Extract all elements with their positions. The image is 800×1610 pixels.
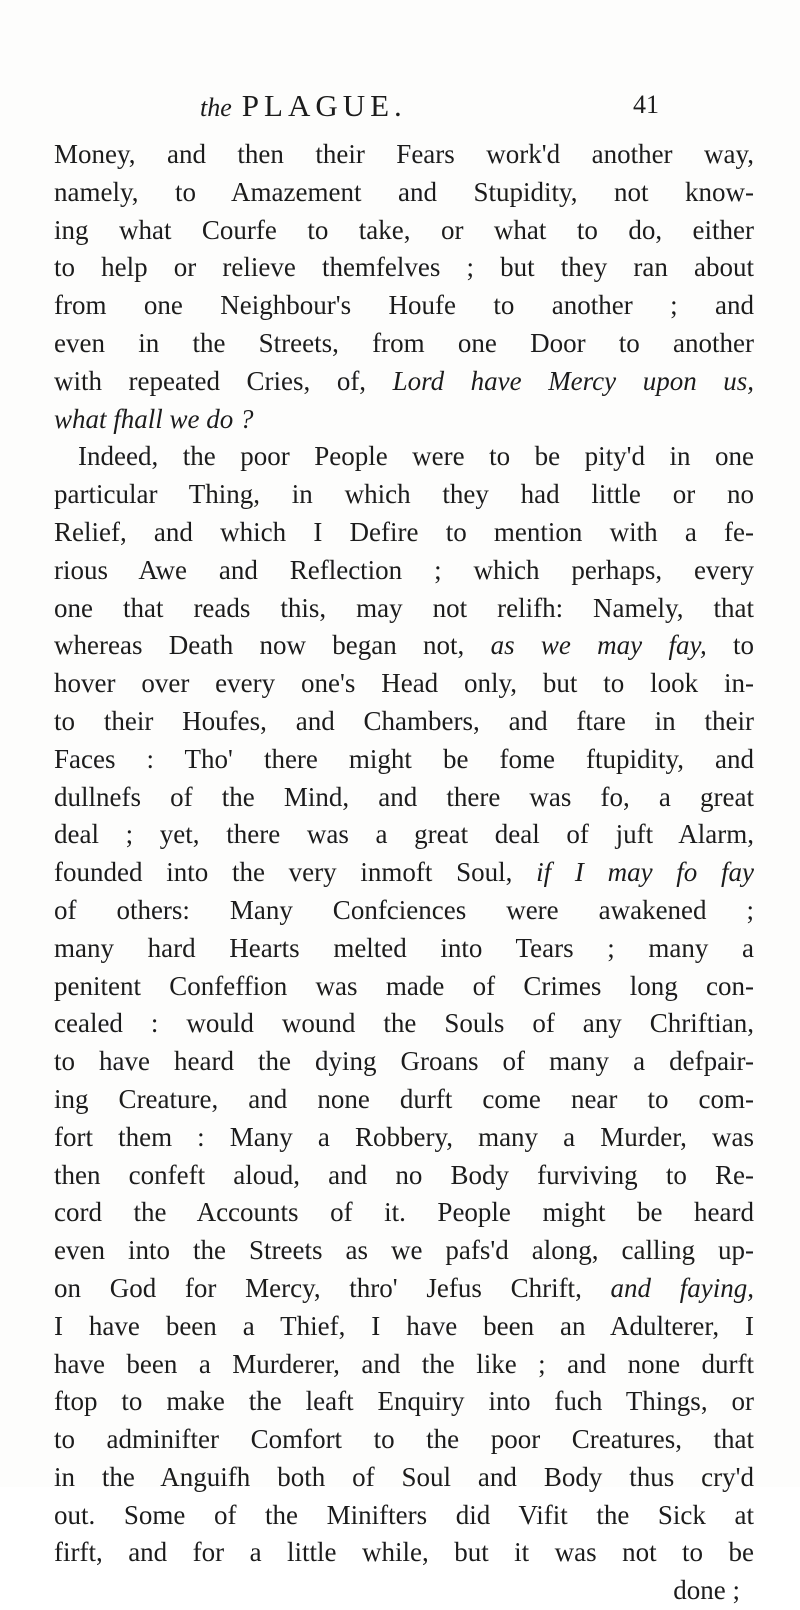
text-line: founded into the very inmoft Soul, if I may fo fay <box>54 857 755 888</box>
text-line: rious Awe and Reflection ; which perhaps, every <box>54 554 754 585</box>
text-line: many hard Hearts melted into Tears ; many a <box>54 932 754 963</box>
text-line: ing Creature, and none durft come near to com- <box>54 1083 754 1114</box>
text-line <box>54 401 754 439</box>
text-line: fort them : Many a Robbery, many a Murder, was <box>54 1121 754 1152</box>
text-line: firft, and for a little while, but it was not to be <box>54 1537 754 1568</box>
text-line: hover over every one's Head only, but to look in- <box>54 668 754 699</box>
text-line: ftop to make the leaft Enquiry into fuch Things, or <box>54 1386 754 1417</box>
running-title-prefix: the <box>200 93 232 122</box>
text-line: then confeft aloud, and no Body furviving to Re- <box>54 1159 754 1190</box>
paragraph-start-line: Indeed, the poor People were to be pity'd in one <box>78 441 754 472</box>
text-line: out. Some of the Minifters did Vifit the Sick at <box>54 1499 754 1530</box>
catchword: done ; <box>673 1575 740 1606</box>
italic-phrase: as we may fay, <box>490 630 707 661</box>
text-line: ing what Courfe to take, or what to do, either <box>54 214 754 245</box>
text-line: particular Thing, in which they had little or no <box>54 479 754 510</box>
text-line: Relief, and which I Defire to mention with a fe- <box>54 516 754 547</box>
text-line: deal ; yet, there was a great deal of juft Alarm, <box>54 819 754 850</box>
text-line: I have been a Thief, I have been an Adulterer, I <box>54 1310 754 1341</box>
italic-phrase: and faying, <box>610 1272 754 1303</box>
text-line: penitent Confeffion was made of Crimes long con- <box>54 970 754 1001</box>
text-line: on God for Mercy, thro' Jefus Chrift, and faying, <box>54 1272 754 1303</box>
text-line: dullnefs of the Mind, and there was fo, a great <box>54 781 754 812</box>
italic-phrase: if I may fo fay <box>536 857 755 888</box>
text-line: cord the Accounts of it. People might be heard <box>54 1197 754 1228</box>
body-text <box>54 136 754 1610</box>
text-line: cealed : would wound the Souls of any Chriftian, <box>54 1008 754 1039</box>
italic-phrase: what fhall we do ? <box>54 403 254 434</box>
running-title <box>200 88 407 124</box>
running-head <box>0 88 800 128</box>
text-line: with repeated Cries, of, Lord have Mercy upon us, <box>54 365 754 396</box>
italic-phrase: Lord have Mercy upon us, <box>392 365 754 396</box>
text-line: to their Houfes, and Chambers, and ftare in their <box>54 705 754 736</box>
running-title-main: PLAGUE. <box>241 88 407 123</box>
text-line: whereas Death now began not, as we may fay, to <box>54 630 754 661</box>
text-line: Money, and then their Fears work'd another way, <box>54 139 754 169</box>
text-line: of others: Many Confciences were awakened ; <box>54 894 754 925</box>
text-line: from one Neighbour's Houfe to another ; and <box>54 290 754 321</box>
text-line: to have heard the dying Groans of many a defpair- <box>54 1046 754 1077</box>
page-number: 41 <box>633 90 659 119</box>
text-line: in the Anguifh both of Soul and Body thus cry'd <box>54 1461 754 1492</box>
text-line: even in the Streets, from one Door to another <box>54 327 754 358</box>
text-line: to help or relieve themfelves ; but they ran about <box>54 252 754 283</box>
text-line: to adminifter Comfort to the poor Creatures, that <box>54 1424 754 1455</box>
text-line: one that reads this, may not relifh: Namely, that <box>54 592 754 623</box>
text-line: have been a Murderer, and the like ; and none durft <box>54 1348 754 1379</box>
text-line: Faces : Tho' there might be fome ftupidity, and <box>54 743 754 774</box>
text-line: namely, to Amazement and Stupidity, not know- <box>54 176 754 207</box>
text-line: even into the Streets as we pafs'd along, calling up- <box>54 1235 754 1266</box>
